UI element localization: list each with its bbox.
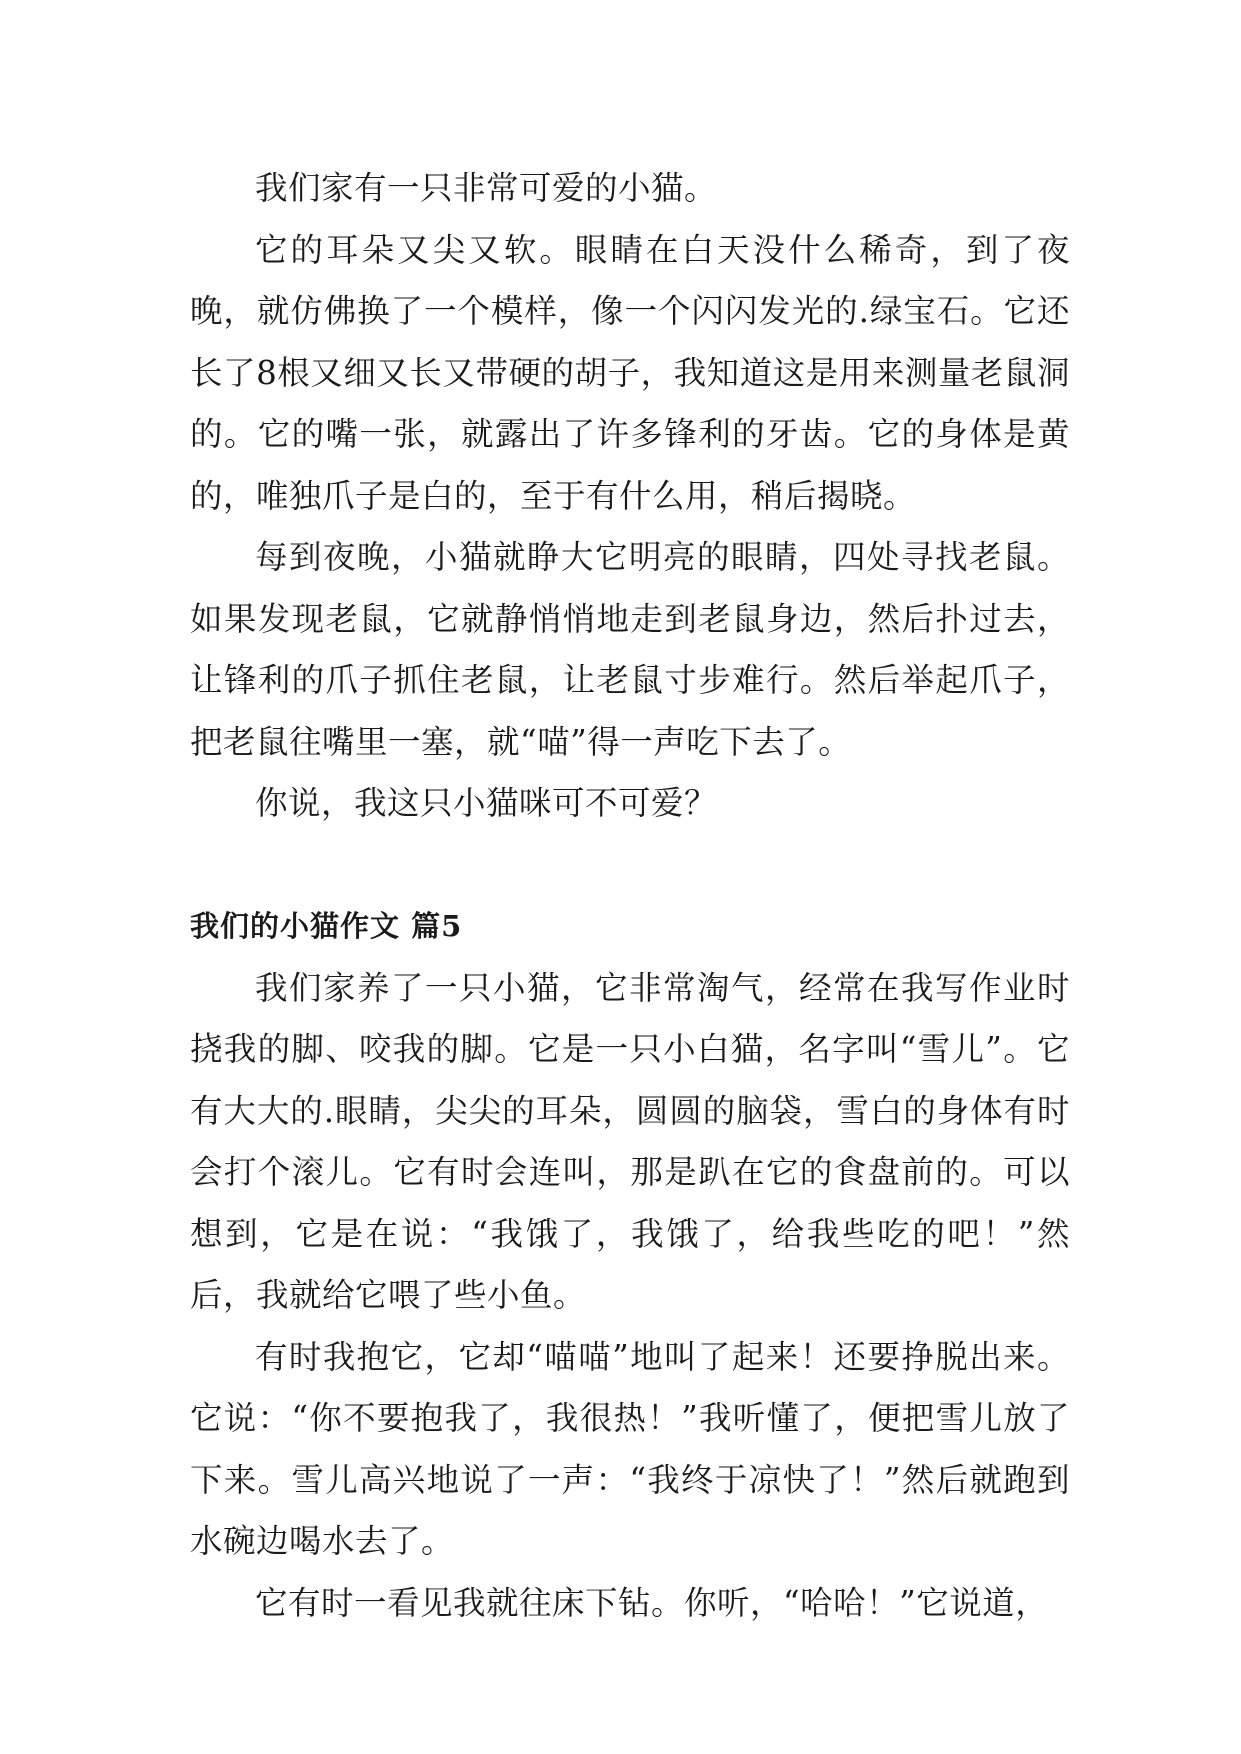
paragraph: 我们家养了一只小猫，它非常淘气，经常在我写作业时挠我的脚、咬我的脚。它是一只小白猫，名字叫“雪儿”。它有大大的.眼睛，尖尖的耳朵，圆圆的脑袋，雪白的身体有时会打个滚儿。它有时会连叫，那是趴在它的食盘前的。可以想到，它是在说：“我饿了，我饿了，给我些吃的吧！”然后，我就给它喂了些小鱼。 <box>190 968 1070 1314</box>
paragraph: 有时我抱它，它却“喵喵”地叫了起来！还要挣脱出来。它说：“你不要抱我了，我很热！”我听懂了，便把雪儿放了下来。雪儿高兴地说了一声：“我终于凉快了！”然后就跑到水碗边喝水去了。 <box>190 1337 1070 1560</box>
paragraph: 你说，我这只小猫咪可不可爱？ <box>255 784 718 822</box>
paragraph: 我们家有一只非常可爱的小猫。 <box>255 169 718 207</box>
section-heading: 我们的小猫作文 篇5 <box>190 909 463 943</box>
document-body <box>190 158 1070 1634</box>
paragraph: 它有时一看见我就往床下钻。你听，“哈哈！”它说道， <box>255 1583 1049 1622</box>
paragraph: 每到夜晚，小猫就睁大它明亮的眼睛，四处寻找老鼠。如果发现老鼠，它就静悄悄地走到老鼠身边，然后扑过去，让锋利的爪子抓住老鼠，让老鼠寸步难行。然后举起爪子，把老鼠往嘴里一塞，就“喵”得一声吃下去了。 <box>190 538 1070 761</box>
paragraph: 它的耳朵又尖又软。眼睛在白天没什么稀奇，到了夜晚，就仿佛换了一个模样，像一个闪闪发光的.绿宝石。它还长了8根又细又长又带硬的胡子，我知道这是用来测量老鼠洞的。它的嘴一张，就露出了许多锋利的牙齿。它的身体是黄的，唯独爪子是白的，至于有什么用，稍后揭晓。 <box>190 230 1070 515</box>
